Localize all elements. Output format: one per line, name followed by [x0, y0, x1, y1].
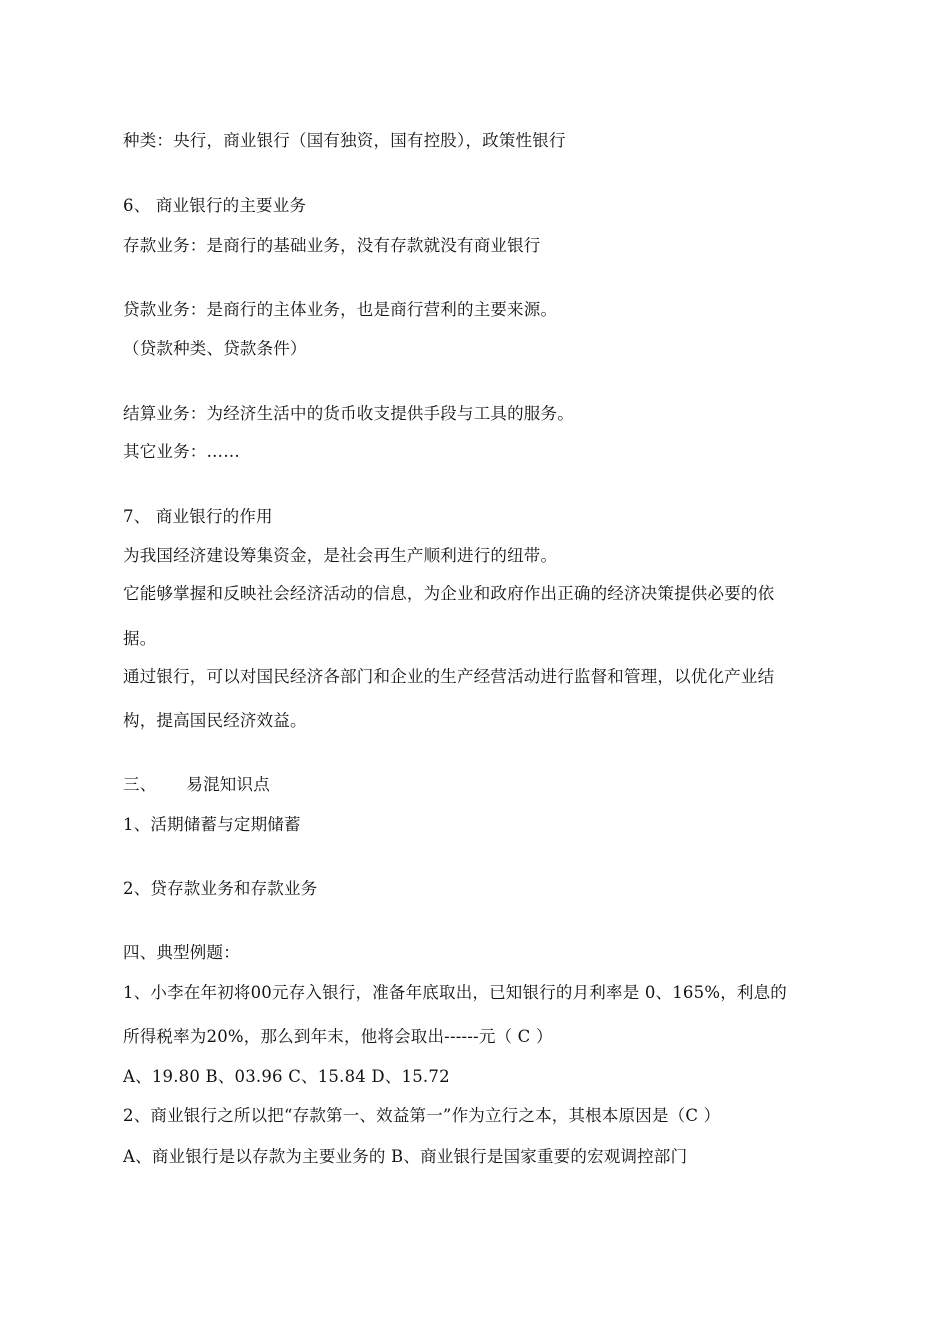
- text-line: 1、活期储蓄与定期储蓄: [123, 815, 301, 834]
- text-line: A、19.80 B、03.96 C、15.84 D、15.72: [123, 1067, 450, 1086]
- text-line: A、商业银行是以存款为主要业务的 B、商业银行是国家重要的宏观调控部门: [123, 1147, 688, 1166]
- text-line: （贷款种类、贷款条件）: [123, 339, 307, 358]
- text-line: 据。: [123, 629, 157, 648]
- text-line: 结算业务：为经济生活中的货币收支提供手段与工具的服务。: [123, 404, 574, 423]
- section-heading: [123, 775, 270, 795]
- text-line: 它能够掌握和反映社会经济活动的信息，为企业和政府作出正确的经济决策提供必要的依: [123, 584, 775, 603]
- section-number: 三、: [123, 775, 157, 794]
- text-line: 种类：央行，商业银行（国有独资，国有控股），政策性银行: [123, 131, 566, 150]
- section-title: 易混知识点: [186, 775, 270, 794]
- section-heading: 7、 商业银行的作用: [123, 507, 273, 526]
- text-line: 为我国经济建设筹集资金，是社会再生产顺利进行的纽带。: [123, 546, 558, 565]
- text-line: 构，提高国民经济效益。: [123, 711, 307, 730]
- text-line: 2、贷存款业务和存款业务: [123, 879, 318, 898]
- text-line: 通过银行，可以对国民经济各部门和企业的生产经营活动进行监督和管理，以优化产业结: [123, 667, 775, 686]
- text-line: 2、商业银行之所以把“存款第一、效益第一”作为立行之本，其根本原因是（C ）: [123, 1106, 721, 1125]
- section-heading: 四、典型例题：: [123, 943, 240, 962]
- text-line: 1、小李在年初将00元存入银行，准备年底取出，已知银行的月利率是 0、165%，利息的: [123, 983, 788, 1002]
- text-line: 贷款业务：是商行的主体业务，也是商行营利的主要来源。: [123, 300, 558, 319]
- text-line: 所得税率为20%，那么到年末，他将会取出------元（ C ）: [123, 1027, 553, 1046]
- section-heading: 6、 商业银行的主要业务: [123, 196, 307, 215]
- text-line: 其它业务：……: [123, 442, 240, 461]
- text-line: 存款业务：是商行的基础业务，没有存款就没有商业银行: [123, 236, 541, 255]
